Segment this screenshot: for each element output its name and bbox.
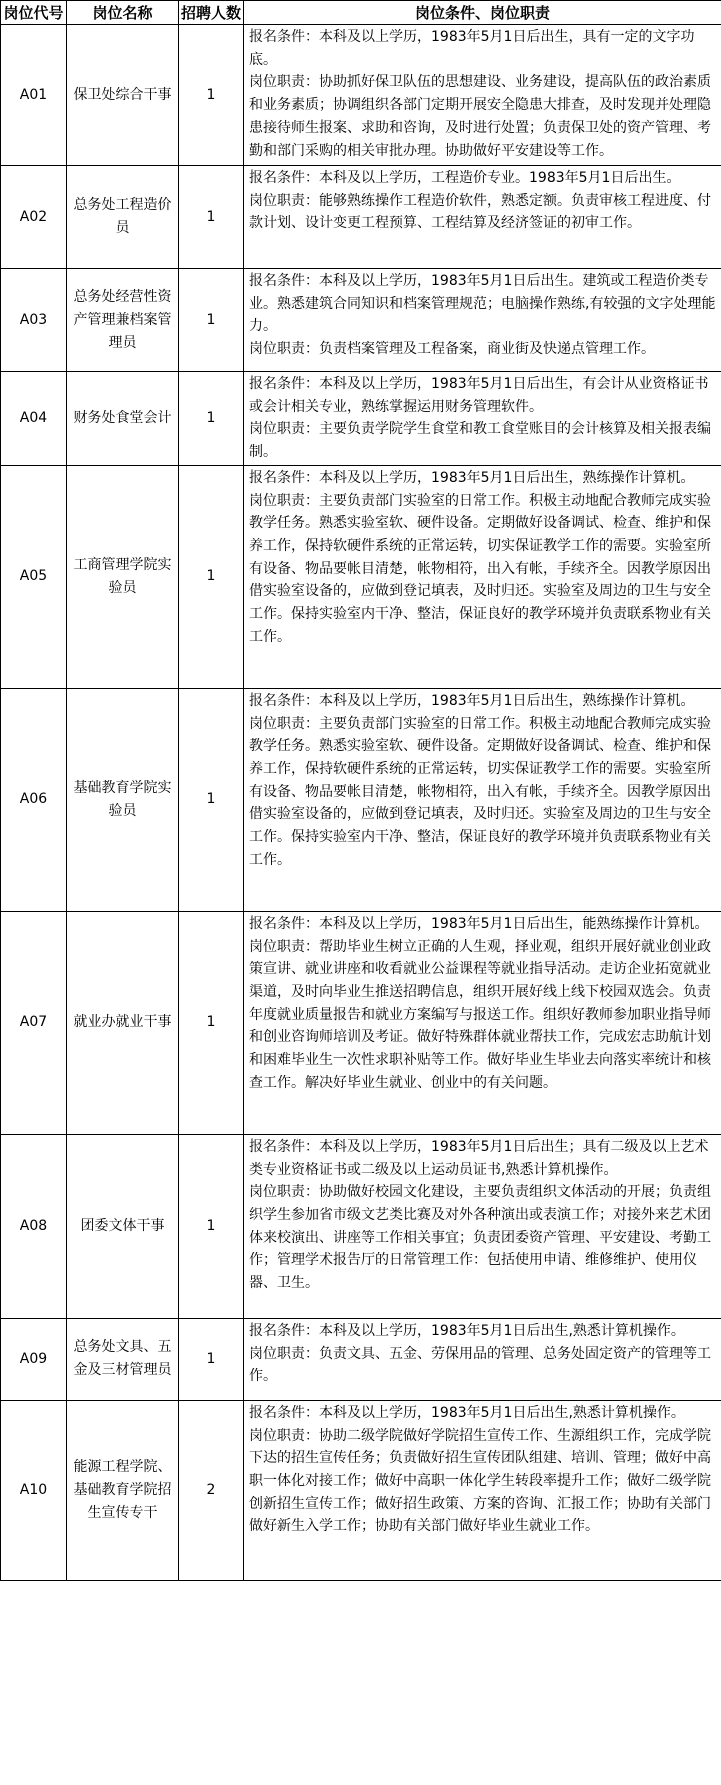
position-title: 总务处工程造价员 — [67, 166, 179, 269]
table-row — [1, 1400, 721, 1580]
position-code: A07 — [1, 911, 67, 1134]
position-description — [244, 911, 721, 1134]
position-code: A10 — [1, 1400, 67, 1580]
position-code: A06 — [1, 688, 67, 911]
duties-text: 岗位职责：协助抓好保卫队伍的思想建设、业务建设，提高队伍的政治素质和业务素质；协调组织各部门定期开展安全隐患大排查，及时发现并处理隐患接待师生报案、求助和咨询，及时进行处置；负责保卫处的资产管理、考勤和部门采购的相关审批办理。协助做好平安建设等工作。 — [249, 74, 711, 159]
position-description — [244, 688, 721, 911]
position-description — [244, 1134, 721, 1318]
position-title: 基础教育学院实验员 — [67, 688, 179, 911]
position-title: 财务处食堂会计 — [67, 372, 179, 466]
position-title: 总务处文具、五金及三材管理员 — [67, 1318, 179, 1400]
position-title: 总务处经营性资产管理兼档案管理员 — [67, 269, 179, 372]
position-code: A05 — [1, 465, 67, 688]
duties-text: 岗位职责：帮助毕业生树立正确的人生观，择业观，组织开展好就业创业政策宣讲、就业讲座和收看就业公益课程等就业指导活动。走访企业拓宽就业渠道，及时向毕业生推送招聘信息，组织开展好线上线下校园双选会。负责年度就业质量报告和就业方案编写与报送工作。组织好教师参加职业指导师和创业咨询师培训及考证。做好特殊群体就业帮扶工作，完成宏志助航计划和困难毕业生一次性求职补贴等工作。做好毕业生毕业去向落实率统计和核查工作。解决好毕业生就业、创业中的有关问题。 — [249, 938, 711, 1091]
header-position-title: 岗位名称 — [67, 1, 179, 25]
table-row — [1, 25, 721, 166]
position-description — [244, 465, 721, 688]
headcount: 2 — [179, 1400, 244, 1580]
duties-text: 岗位职责：协助做好校园文化建设，主要负责组织文体活动的开展；负责组织学生参加省市级文艺类比赛及对外各种演出或表演工作；对接外来艺术团体来校演出、讲座等工作相关事宜；负责团委资产管理、平安建设、考勤工作；管理学术报告厅的日常管理工作：包括使用申请、维修维护、使用仪器、卫生。 — [249, 1184, 711, 1292]
requirement-text: 报名条件：本科及以上学历，1983年5月1日后出生，有会计从业资格证书或会计相关专业，熟练掌握运用财务管理软件。 — [249, 376, 709, 415]
duties-text: 岗位职责：负责档案管理及工程备案，商业街及快递点管理工作。 — [249, 341, 655, 358]
position-description — [244, 1400, 721, 1580]
header-position-code: 岗位代号 — [1, 1, 67, 25]
position-title: 保卫处综合干事 — [67, 25, 179, 166]
headcount: 1 — [179, 372, 244, 466]
table-row — [1, 911, 721, 1134]
headcount: 1 — [179, 269, 244, 372]
table-row — [1, 465, 721, 688]
table-row — [1, 1318, 721, 1400]
position-title: 工商管理学院实验员 — [67, 465, 179, 688]
headcount: 1 — [179, 166, 244, 269]
requirement-text: 报名条件：本科及以上学历，1983年5月1日后出生。建筑或工程造价类专业。熟悉建筑合同知识和档案管理规范；电脑操作熟练,有较强的文字处理能力。 — [249, 273, 716, 335]
table-row — [1, 269, 721, 372]
position-description — [244, 269, 721, 372]
header-headcount: 招聘人数 — [179, 1, 244, 25]
position-code: A03 — [1, 269, 67, 372]
table-row — [1, 688, 721, 911]
requirement-text: 报名条件：本科及以上学历，1983年5月1日后出生,熟悉计算机操作。 — [249, 1404, 685, 1421]
requirement-text: 报名条件：本科及以上学历，工程造价专业。1983年5月1日后出生。 — [249, 170, 681, 186]
requirement-text: 报名条件：本科及以上学历，1983年5月1日后出生，具有一定的文字功底。 — [249, 29, 695, 68]
header-conditions-duties: 岗位条件、岗位职责 — [244, 1, 721, 25]
position-description — [244, 372, 721, 466]
position-description — [244, 1318, 721, 1400]
table-header-row — [1, 1, 721, 25]
duties-text: 岗位职责：主要负责学院学生食堂和教工食堂账目的会计核算及相关报表编制。 — [249, 421, 711, 461]
requirement-text: 报名条件：本科及以上学历，1983年5月1日后出生，熟练操作计算机。 — [249, 692, 695, 709]
position-code: A04 — [1, 372, 67, 466]
headcount: 1 — [179, 465, 244, 688]
headcount: 1 — [179, 688, 244, 911]
duties-text: 岗位职责：负责文具、五金、劳保用品的管理、总务处固定资产的管理等工作。 — [249, 1345, 711, 1385]
table-row — [1, 372, 721, 466]
duties-text: 岗位职责：主要负责部门实验室的日常工作。积极主动地配合教师完成实验教学任务。熟悉实验室软、硬件设备。定期做好设备调试、检查、维护和保养工作，保持软硬件系统的正常运转，切实保证教学工作的需要。实验室所有设备、物品要帐目清楚，帐物相符，出入有帐，手续齐全。因教学原因出借实验室设备的，应做到登记填表，及时归还。实验室及周边的卫生与安全工作。保持实验室内干净、整洁，保证良好的教学环境并负责联系物业有关工作。 — [249, 715, 711, 868]
duties-text: 岗位职责：主要负责部门实验室的日常工作。积极主动地配合教师完成实验教学任务。熟悉实验室软、硬件设备。定期做好设备调试、检查、维护和保养工作，保持软硬件系统的正常运转，切实保证教学工作的需要。实验室所有设备、物品要帐目清楚，帐物相符，出入有帐，手续齐全。因教学原因出借实验室设备的，应做到登记填表，及时归还。实验室及周边的卫生与安全工作。保持实验室内干净、整洁，保证良好的教学环境并负责联系物业有关工作。 — [249, 492, 711, 645]
position-code: A01 — [1, 25, 67, 166]
requirement-text: 报名条件：本科及以上学历，1983年5月1日后出生，熟练操作计算机。 — [249, 469, 695, 486]
position-code: A02 — [1, 166, 67, 269]
position-code: A08 — [1, 1134, 67, 1318]
table-row — [1, 1134, 721, 1318]
headcount: 1 — [179, 1134, 244, 1318]
position-description — [244, 25, 721, 166]
headcount: 1 — [179, 1318, 244, 1400]
duties-text: 岗位职责：能够熟练操作工程造价软件，熟悉定额。负责审核工程进度、付款计划、设计变更工程预算、工程结算及经济签证的初审工作。 — [249, 192, 711, 232]
position-title: 团委文体干事 — [67, 1134, 179, 1318]
requirement-text: 报名条件：本科及以上学历，1983年5月1日后出生，能熟练操作计算机。 — [249, 915, 709, 932]
position-description — [244, 166, 721, 269]
table-row — [1, 166, 721, 269]
requirement-text: 报名条件：本科及以上学历，1983年5月1日后出生,熟悉计算机操作。 — [249, 1322, 685, 1339]
headcount: 1 — [179, 911, 244, 1134]
position-title: 就业办就业干事 — [67, 911, 179, 1134]
position-code: A09 — [1, 1318, 67, 1400]
requirement-text: 报名条件：本科及以上学历，1983年5月1日后出生；具有二级及以上艺术类专业资格证书或二级及以上运动员证书,熟悉计算机操作。 — [249, 1138, 709, 1178]
duties-text: 岗位职责：协助二级学院做好学院招生宣传工作、生源组织工作，完成学院下达的招生宣传任务；负责做好招生宣传团队组建、培训、管理；做好中高职一体化对接工作；做好中高职一体化学生转段率提升工作；做好二级学院创新招生宣传工作；做好招生政策、方案的咨询、汇报工作；协助有关部门做好新生入学工作；协助有关部门做好毕业生就业工作。 — [249, 1427, 711, 1535]
position-title: 能源工程学院、基础教育学院招生宣传专干 — [67, 1400, 179, 1580]
headcount: 1 — [179, 25, 244, 166]
